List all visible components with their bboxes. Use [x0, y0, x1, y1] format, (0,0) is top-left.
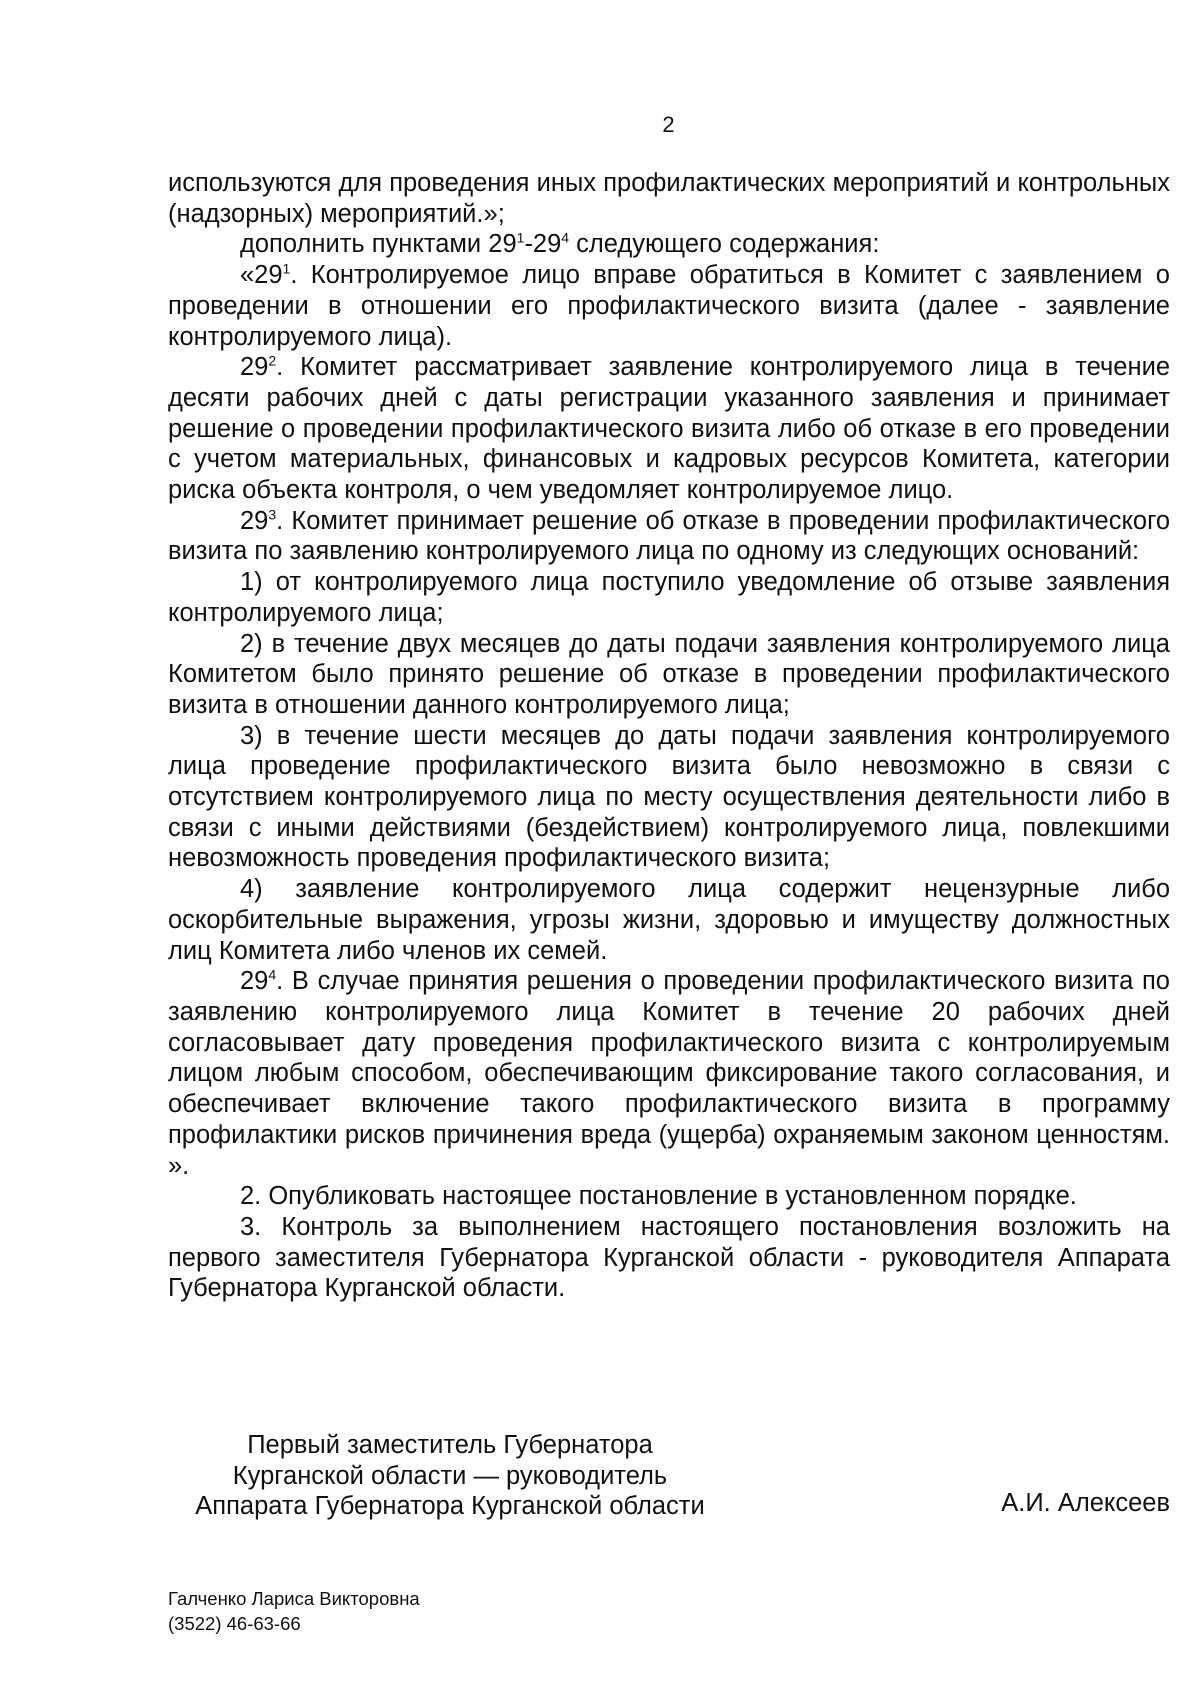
list-item-3: 3) в течение шести месяцев до даты подачи заявления контролируемого лица проведение профилактического визита было невозможно в связи с отсутствием контролируемого лица по месту осуществления деятельности либо в связи с иными действиями (бездействием) контролируемого лица, повлекшими невозможность проведения профилактического визита; — [168, 721, 1170, 873]
executor-name: Галченко Лариса Викторовна — [168, 1588, 420, 1609]
paragraph-29-4: $29^4$. В случае принятия решения о проведении профилактического визита по заявлению контролируемого лица Комитет в течение 20 рабочих дней согласовывает дату проведения профилактического визита с контролируемым лицом любым способом, обеспечивающим фиксирование такого согласования, и обеспечивает включение такого профилактического визита в программу профилактики рисков причинения вреда (ущерба) охраняемым законом ценностям. ». — [168, 966, 1170, 1180]
list-item-4: 4) заявление контролируемого лица содержит нецензурные либо оскорбительные выражения, угрозы жизни, здоровью и имуществу должностных лиц Комитета либо членов их семей. — [168, 875, 1170, 965]
paragraph-29-1: «$29^1$. Контролируемое лицо вправе обратиться в Комитет с заявлением о проведении в отношении его профилактического визита (далее - заявление контролируемого лица). — [168, 260, 1170, 351]
list-item-2: 2) в течение двух месяцев до даты подачи заявления контролируемого лица Комитетом было принято решение об отказе в проведении профилактического визита в отношении данного контролируемого лица; — [168, 629, 1170, 719]
signatory-position-line: Аппарата Губернатора Курганской области — [195, 1492, 705, 1521]
executor-phone: (3522) 46-63-66 — [168, 1613, 301, 1634]
paragraph-continuation: используются для проведения иных профилактических мероприятий и контрольных (надзорных) мероприятий.»; — [168, 169, 1170, 228]
paragraph-control: 3. Контроль за выполнением настоящего постановления возложить на первого заместителя Губернатора Курганской области - руководителя Аппарата Губернатора Курганской области. — [168, 1212, 1170, 1303]
executor-block — [168, 1586, 420, 1636]
list-item-1: 1) от контролируемого лица поступило уведомление об отзыве заявления контролируемого лица; — [168, 568, 1170, 627]
signatory-position — [150, 1430, 750, 1522]
page-number: 2 — [662, 112, 675, 137]
document-body — [168, 168, 1170, 1304]
paragraph-29-3: $29^3$. Комитет принимает решение об отказе в проведении профилактического визита по заявлению контролируемого лица по одному из следующих оснований: — [168, 506, 1170, 566]
signatory-name: А.И. Алексеев — [1001, 1489, 1170, 1517]
paragraph-publish: 2. Опубликовать настоящее постановление в установленном порядке. — [240, 1182, 1077, 1211]
paragraph-amendment-intro: дополнить пунктами $29^1-29^4$ следующего содержания: — [240, 229, 880, 259]
signatory-position-line: Курганской области — руководитель — [232, 1461, 668, 1490]
signatory-position-line: Первый заместитель Губернатора — [247, 1431, 653, 1459]
paragraph-29-2: $29^2$. Комитет рассматривает заявление контролируемого лица в течение десяти рабочих дней с даты регистрации указанного заявления и принимает решение о проведении профилактического визита либо об отказе в его проведении с учетом материальных, финансовых и кадровых ресурсов Комитета, категории риска объекта контроля, о чем уведомляет контролируемое лицо. — [168, 352, 1170, 505]
